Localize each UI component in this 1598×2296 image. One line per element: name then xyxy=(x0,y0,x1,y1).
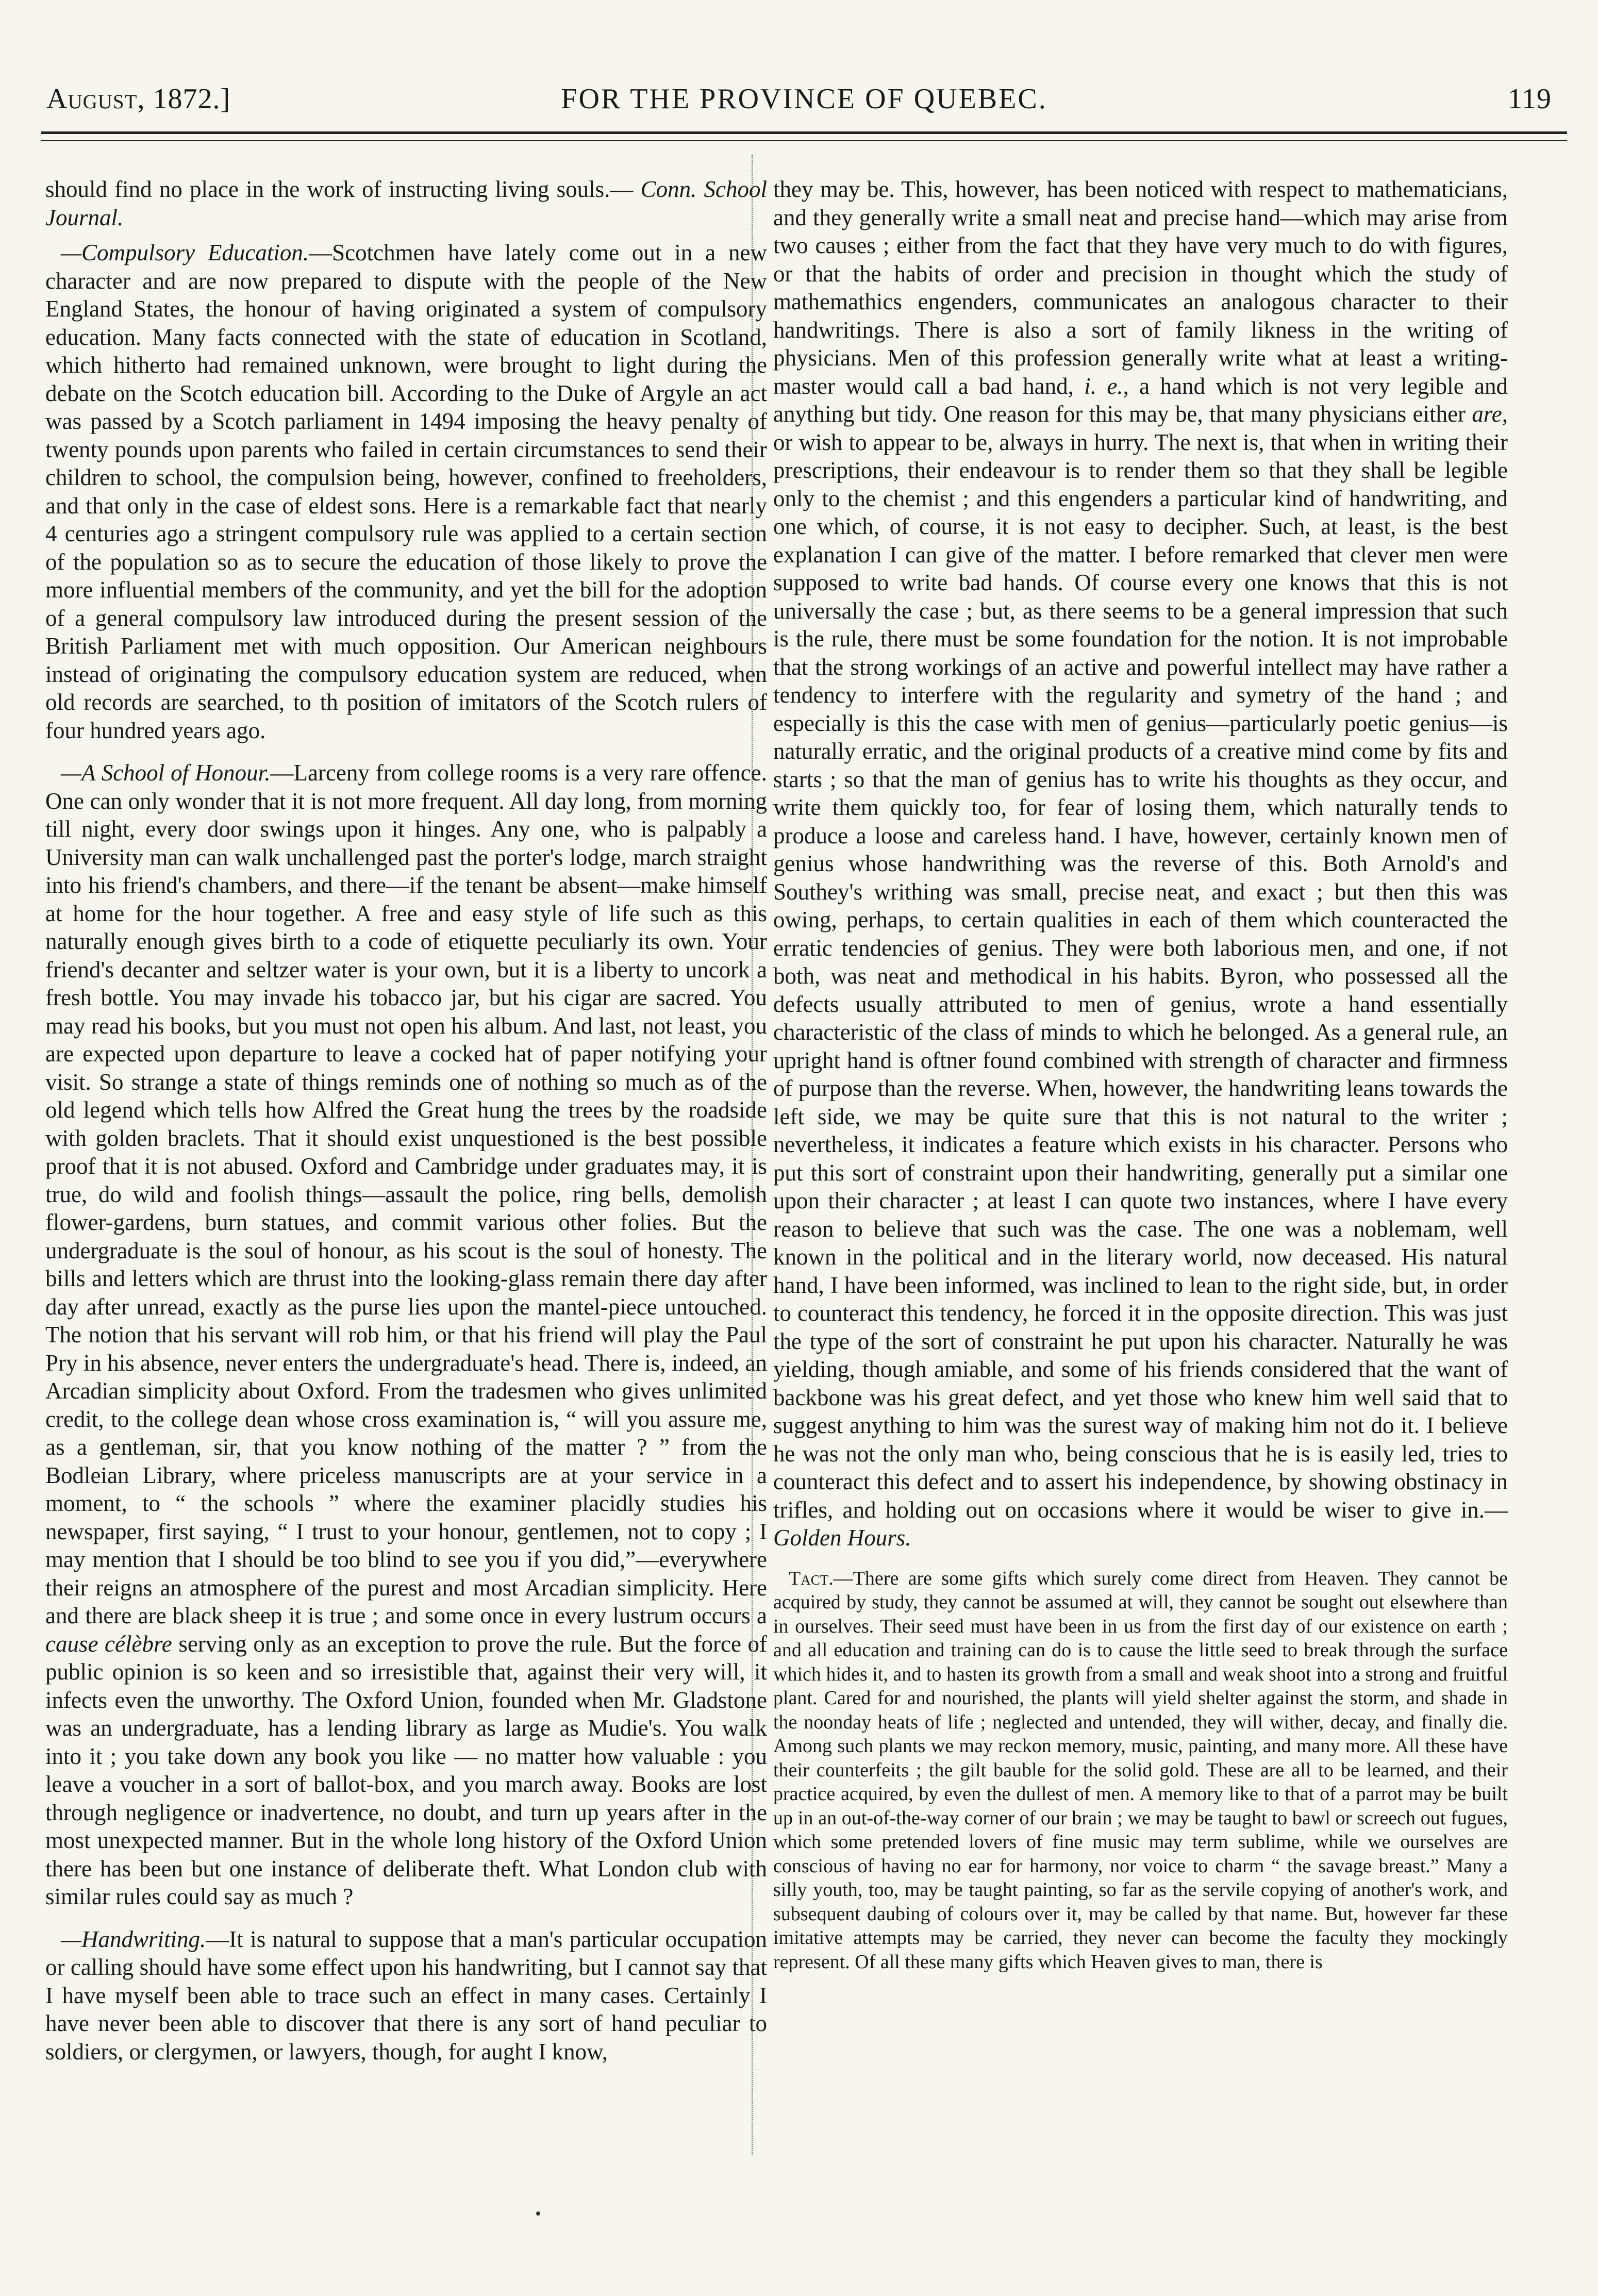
article-body: —It is natural to suppose that a man's particular occupation or calling should have some effect upon his handwriting, but I cannot say that I have myself been able to trace such an effect in many cases. Certainly I have never been able to discover that there is any sort of hand peculiar to soldiers, or clergymen, or lawyers, though, for aught I know, xyxy=(45,1926,767,2065)
page-number: 119 xyxy=(1508,83,1552,115)
header-title: FOR THE PROVINCE OF QUEBEC. xyxy=(561,83,1047,115)
article-ending: should find no place in the work of instructing living souls.— Conn. School Journal. xyxy=(45,176,767,230)
article-body-cont: serving only as an exception to prove the rule. But the force of public opinion is so keen and so irresistible that, against their very will, it infects even the unworthy. The Oxford Union, founded when Mr. Gladstone was an undergraduate, has a lending library as large as Mudie's. You walk into it ; you take down any book you like — no matter how valuable : you leave a voucher in a sort of ballot-box, and you march away. Books are lost through negligence or inadvertence, no doubt, and turn up years after in the most unexpected manner. But in the whole long history of the Oxford Union there has been but one instance of deliberate theft. What London club with similar rules could say as much ? xyxy=(45,1631,767,1909)
article-body: —Scotchmen have lately come out in a new character and are now prepared to dispute with the people of the New England States, the honour of having originated a system of compulsory education. Many facts connected with the state of education in Scotland, which hitherto had remained unknown, were brought to light during the debate on the Scotch education bill. According to the Duke of Argyle an act was passed by a Scotch parliament in 1494 imposing the heavy penalty of twenty pounds upon parents who failed in certain circumstances to send their children to school, the compulsion being, however, confined to freeholders, and that only in the case of eldest sons. Here is a remarkable fact that nearly 4 centuries ago a stringent compulsory rule was applied to a certain section of the population so as to secure the education of those likely to prove the more influential members of the community, and yet the bill for the adoption of a general compulsory law introduced during the present session of the British Parliament met with much opposition. Our American neighbours instead of originating the compulsory education system are reduced, when old records are searched, to th position of imitators of the Scotch rulers of four hundred years ago. xyxy=(45,240,767,743)
article-body: —There are some gifts which surely come direct from Heaven. They cannot be acquired by study, they cannot be assumed at will, they cannot be sought out elsewhere than in ourselves. Their seed must have been in us from the first day of our existence on earth ; and all education and training can do is to cause the little seed to break through the surface which hides it, and to hasten its growth from a small and weak shoot into a strong and fruitful plant. Cared for and nourished, the plants will yield shelter against the storm, and shade in the noonday heats of life ; neglected and untended, they will wither, decay, and finally die. Among such plants we may reckon memory, music, painting, and many more. All these have their counterfeits ; the gilt bauble for the solid gold. These are all to be learned, and their practice acquired, by even the dullest of men. A memory like to that of a parrot may be built up in an out-of-the-way corner of our brain ; we may be taught to bawl or screech out fugues, which some pretended lovers of fine music may term sublime, while we ourselves are conscious of having no ear for harmony, nor voice to charm “ the savage breast.” Many a silly youth, too, may be taught painting, so far as the servile copying of another's work, and subsequent daubing of colours over it, may be called by that name. But, however far these imitative attempts may be carried, they never can become the faculty they mockingly represent. Of all these many gifts which Heaven gives to man, there is xyxy=(773,1567,1508,1973)
emphasis-text: cause célèbre xyxy=(45,1631,172,1657)
header-date: August, 1872.] xyxy=(46,83,231,115)
article-title: —A School of Honour. xyxy=(61,760,271,786)
running-header xyxy=(41,82,1567,124)
left-column xyxy=(45,175,767,2186)
article-tact xyxy=(773,1567,1508,1974)
print-mark xyxy=(536,2211,540,2216)
article-handwriting-continued: they may be. This, however, has been noticed with respect to mathematicians, and they generally write a small neat and precise hand—which may arise from two causes ; either from the fact that they have very much to do with figures, or that the habits of order and precision in thought which the study of mathemathics engenders, communicates an analogous character to their handwritings. There is also a sort of family likness in the writing of physicians. Men of this profession generally write what at least a writing-master would call a bad hand, i. e., a hand which is not very legible and anything but tidy. One reason for this may be, that many physicians either are, or wish to appear to be, always in hurry. The next is, that when in writing their prescriptions, their endeavour is to render them so that they shall be legible only to the chemist ; and this engenders a particular kind of handwriting, and one which, of course, it is not easy to decipher. Such, at least, is the best explanation I can give of the matter. I before remarked that clever men were supposed to write bad hands. Of course every one knows that this is not universally the case ; but, as there seems to be a general impression that such is the rule, there must be some foundation for the notion. It is not improbable that the strong workings of an active and powerful intellect may have rather a tendency to interfere with the regularity and symetry of the hand ; and especially is this the case with men of genius—particularly poetic genius—is naturally erratic, and the original products of a creative mind come by fits and starts ; so that the man of genius has to write his thoughts as they occur, and write them quickly too, for fear of losing them, which naturally tends to produce a loose and careless hand. I have, however, certainly known men of genius whose handwrithing was the reverse of this. Both Arnold's and Southey's writhing was small, precise neat, and exact ; but then this was owing, perhaps, to certain qualities in each of them which counteracted the erratic tendencies of genius. They were both laborious men, and one, if not both, was neat and methodical in his habits. Byron, who possessed all the defects usually attributed to men of genius, wrote a hand essentially characteristic of the class of minds to which he belonged. As a general rule, an upright hand is oftner found combined with strength of character and firmness of purpose than the reverse. When, however, the handwriting leans towards the left side, we may be quite sure that this is not natural to the writer ; nevertheless, it indicates a feature which exists in his character. Persons who put this sort of constraint upon their handwriting, generally put a similar one upon their character ; at least I can quote two instances, where I have every reason to believe that such was the case. The one was a noblemam, well known in the political and in the literary world, now deceased. His natural hand, I have been informed, was inclined to lean to the right side, but, in order to counteract this tendency, he forced it in the opposite direction. This was just the type of the sort of constraint he put upon his character. Naturally he was yielding, though amiable, and some of his friends considered that the want of backbone was his great defect, and yet those who knew him well said that to suggest anything to him was the surest way of making him not do it. I believe he was not the only man who, being conscious that he is is easily led, tries to counteract this defect and to assert his independence, by showing obstinacy in trifles, and holding out on occasions where it would be wiser to give in.—Golden Hours. xyxy=(773,176,1508,1551)
column-divider xyxy=(752,155,753,2155)
header-rule-thin xyxy=(41,140,1567,141)
article-title: —Compulsory Education. xyxy=(61,240,309,265)
article-title: —Handwriting. xyxy=(61,1926,206,1952)
article-title: Tact. xyxy=(789,1567,834,1589)
article-source: Conn. School Journal. xyxy=(45,176,767,230)
article-source: Golden Hours. xyxy=(773,1525,911,1551)
article-compulsory-education xyxy=(45,239,767,744)
right-column xyxy=(773,175,1508,2186)
article-body: —Larceny from college rooms is a very rare offence. One can only wonder that it is not more frequent. All day long, from morning till night, every door swings upon it hinges. Any one, who is palpably a University man can walk unchallenged past the porter's lodge, march straight into his friend's chambers, and there—if the tenant be absent—make himself at home for the hour together. A free and easy style of life such as this naturally enough gives birth to a code of etiquette peculiarly its own. Your friend's decanter and seltzer water is your own, but it is a liberty to uncork a fresh bottle. You may invade his tobacco jar, but his cigar are sacred. You may read his books, but you must not open his album. And last, not least, you are expected upon departure to leave a cocked hat of paper notifying your visit. So strange a state of things reminds one of nothing so much as of the old legend which tells how Alfred the Great hung the trees by the roadside with golden braclets. That it should exist unquestioned is the best possible proof that it is not abused. Oxford and Cambridge under graduates may, it is true, do wild and foolish things—assault the police, ring bells, demolish flower-gardens, burn statues, and commit various other folies. But the undergraduate is the soul of honour, as his scout is the soul of honesty. The bills and letters which are thrust into the looking-glass remain there day after day after unread, exactly as the purse lies upon the mantel-piece untouched. The notion that his servant will rob him, or that his friend will play the Paul Pry in his absence, never enters the undergraduate's head. There is, indeed, an Arcadian simplicity about Oxford. From the tradesmen who gives unlimited credit, to the college dean whose cross examination is, “ will you assure me, as a gentleman, sir, that you know nothing of the matter ? ” from the Bodleian Library, where priceless manuscripts are at your service in a moment, to “ the schools ” where the examiner placidly studies his newspaper, first saying, “ I trust to your honour, gentlemen, not to copy ; I may mention that I should be too blind to see you if you did,”—everywhere their reigns an atmosphere of the purest and most Arcadian simplicity. Here and there are black sheep it is true ; and some once in every lustrum occurs a xyxy=(45,760,767,1628)
header-rule-thick xyxy=(41,131,1567,134)
article-school-of-honour xyxy=(45,759,767,1911)
article-handwriting xyxy=(45,1925,767,2066)
